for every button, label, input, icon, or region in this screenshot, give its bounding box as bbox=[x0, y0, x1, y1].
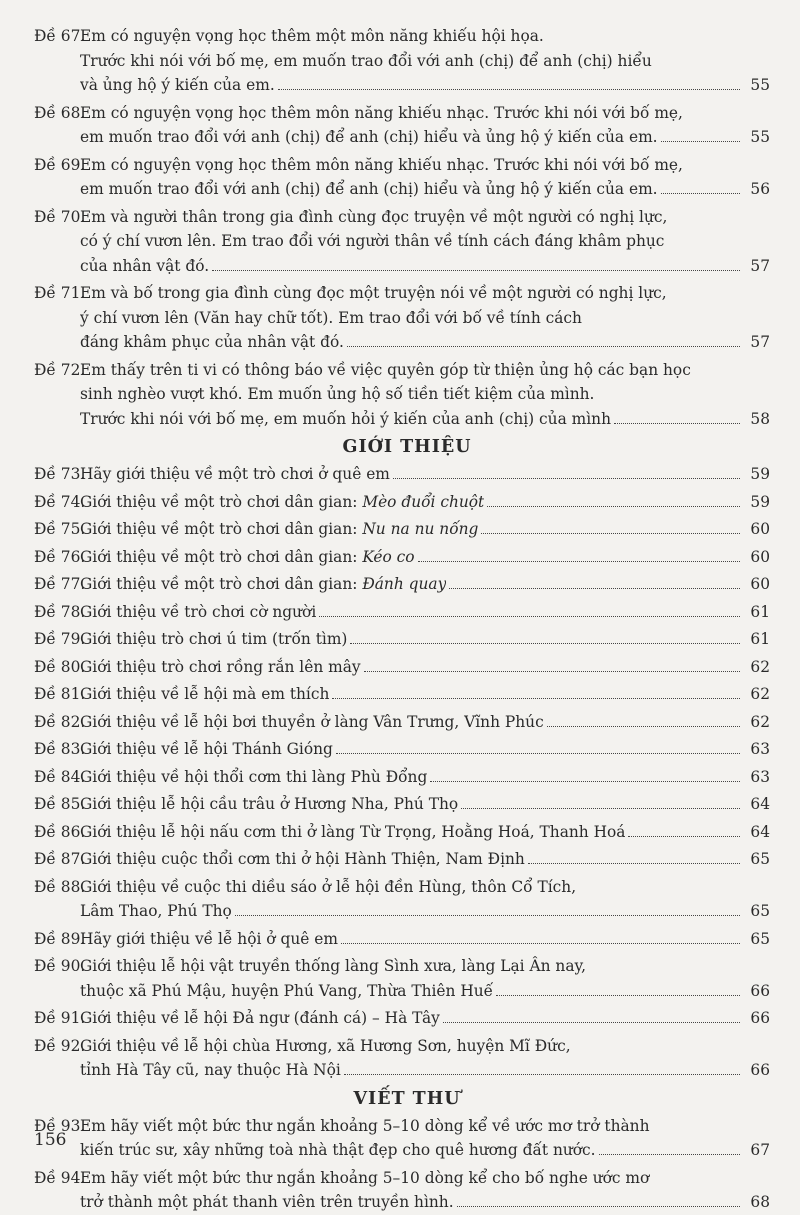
entry-label: Đề 68. bbox=[34, 103, 86, 122]
entry-title bbox=[80, 545, 415, 570]
toc-group-trao-doi bbox=[34, 24, 770, 431]
entry-title bbox=[80, 490, 484, 515]
entry-title: Lâm Thao, Phú Thọ bbox=[80, 902, 232, 920]
entry-label: Đề 84. bbox=[34, 767, 86, 786]
entry-title: Trước khi nói với bố mẹ, em muốn hỏi ý kiến của anh (chị) của mình bbox=[80, 409, 611, 428]
entry-text bbox=[34, 205, 770, 279]
dot-leader bbox=[364, 671, 740, 672]
entry-last-line bbox=[80, 125, 770, 150]
entry-label: Đề 85. bbox=[34, 795, 86, 813]
toc-entry bbox=[34, 655, 770, 680]
toc-entry bbox=[34, 1006, 770, 1031]
entry-text bbox=[34, 682, 770, 707]
dot-leader bbox=[350, 643, 740, 644]
entry-text bbox=[34, 545, 770, 570]
toc-entry bbox=[34, 1114, 770, 1163]
entry-label: Đề 94. bbox=[34, 1168, 86, 1187]
entry-label: Đề 69. bbox=[34, 155, 86, 174]
entry-label: Đề 87. bbox=[34, 850, 86, 868]
entry-line: Em có nguyện vọng học thêm một môn năng khiếu hội họa. bbox=[80, 27, 544, 45]
entry-last-line bbox=[80, 254, 770, 279]
toc-entry bbox=[34, 927, 770, 952]
entry-title: em muốn trao đổi với anh (chị) để anh (chị) hiểu và ủng hộ ý kiến của em. bbox=[80, 128, 658, 146]
entry-page-number: 64 bbox=[750, 822, 770, 841]
entry-line: Em có nguyện vọng học thêm môn năng khiếu nhạc. Trước khi nói với bố mẹ, bbox=[80, 155, 683, 174]
toc-entry bbox=[34, 572, 770, 597]
entry-label: Đề 91. bbox=[34, 1009, 86, 1027]
toc-entry bbox=[34, 627, 770, 652]
dot-leader bbox=[278, 89, 740, 90]
toc-entry bbox=[34, 24, 770, 98]
entry-page-number: 63 bbox=[750, 740, 770, 758]
entry-label: Đề 78. bbox=[34, 602, 86, 621]
dot-leader bbox=[449, 588, 740, 589]
entry-title-italic: Kéo co bbox=[362, 547, 415, 566]
entry-label: Đề 73. bbox=[34, 465, 86, 483]
entry-title: Giới thiệu trò chơi rồng rắn lên mây bbox=[80, 657, 361, 676]
entry-title-plain: Giới thiệu về một trò chơi dân gian: bbox=[80, 547, 363, 566]
entry-label: Đề 76. bbox=[34, 547, 86, 566]
entry-label: Đề 90. bbox=[34, 957, 86, 975]
entry-last-line bbox=[80, 792, 770, 817]
entry-text bbox=[34, 1114, 770, 1163]
dot-leader bbox=[599, 1154, 740, 1155]
toc-entry bbox=[34, 205, 770, 279]
entry-label: Đề 67. bbox=[34, 27, 86, 45]
entry-text bbox=[34, 737, 770, 762]
entry-page-number: 59 bbox=[750, 465, 770, 483]
entry-line: Em và người thân trong gia đình cùng đọc truyện về một người có nghị lực, bbox=[80, 207, 668, 226]
toc-entry bbox=[34, 792, 770, 817]
entry-page-number: 66 bbox=[750, 981, 770, 1000]
entry-title: Giới thiệu về lễ hội bơi thuyền ở làng Vân Trưng, Vĩnh Phúc bbox=[80, 712, 544, 731]
entry-title: em muốn trao đổi với anh (chị) để anh (chị) hiểu và ủng hộ ý kiến của em. bbox=[80, 180, 658, 198]
entry-text bbox=[34, 462, 770, 487]
entry-line: sinh nghèo vượt khó. Em muốn ủng hộ số tiền tiết kiệm của mình. bbox=[80, 385, 595, 403]
entry-text bbox=[34, 24, 770, 98]
entry-label: Đề 71. bbox=[34, 284, 86, 302]
entry-title: trở thành một phát thanh viên trên truyền hình. bbox=[80, 1193, 454, 1211]
entry-last-line bbox=[80, 847, 770, 872]
dot-leader bbox=[528, 863, 740, 864]
entry-page-number: 56 bbox=[750, 180, 770, 198]
entry-last-line bbox=[80, 979, 770, 1004]
entry-text bbox=[34, 927, 770, 952]
entry-title-italic: Mèo đuổi chuột bbox=[362, 492, 485, 511]
entry-text bbox=[34, 954, 770, 1003]
toc-entry bbox=[34, 875, 770, 924]
dot-leader bbox=[332, 698, 740, 699]
entry-text bbox=[34, 655, 770, 680]
entry-line: Em hãy viết một bức thư ngắn khoảng 5–10 dòng kể cho bố nghe ước mơ bbox=[80, 1168, 650, 1187]
entry-title: Giới thiệu về trò chơi cờ người bbox=[80, 602, 317, 621]
dot-leader bbox=[344, 1074, 740, 1075]
entry-title: Hãy giới thiệu về một trò chơi ở quê em bbox=[80, 465, 390, 483]
entry-page-number: 66 bbox=[750, 1009, 770, 1027]
entry-label: Đề 79. bbox=[34, 630, 86, 648]
dot-leader bbox=[430, 781, 740, 782]
entry-label: Đề 82. bbox=[34, 712, 86, 731]
entry-last-line bbox=[80, 407, 770, 432]
dot-leader bbox=[393, 478, 740, 479]
dot-leader bbox=[341, 943, 740, 944]
entry-title-plain: Giới thiệu về một trò chơi dân gian: bbox=[80, 520, 363, 538]
entry-text bbox=[34, 600, 770, 625]
entry-text bbox=[34, 490, 770, 515]
entry-last-line bbox=[80, 899, 770, 924]
entry-page-number: 60 bbox=[750, 575, 770, 593]
entry-line: Giới thiệu lễ hội vật truyền thống làng Sình xưa, làng Lại Ân nay, bbox=[80, 957, 587, 975]
entry-text bbox=[34, 517, 770, 542]
entry-text bbox=[34, 710, 770, 735]
toc-entry bbox=[34, 517, 770, 542]
dot-leader bbox=[628, 836, 740, 837]
entry-page-number: 64 bbox=[750, 795, 770, 813]
entry-last-line bbox=[80, 820, 770, 845]
entry-text bbox=[34, 627, 770, 652]
dot-leader bbox=[418, 561, 740, 562]
entry-text bbox=[34, 1034, 770, 1083]
entry-text bbox=[34, 358, 770, 432]
section-title-viet-thu: VIẾT THƯ bbox=[353, 1088, 461, 1109]
toc-entry bbox=[34, 462, 770, 487]
dot-leader bbox=[347, 346, 740, 347]
entry-page-number: 61 bbox=[750, 630, 770, 648]
entry-title: kiến trúc sư, xây những toà nhà thật đẹp cho quê hương đất nước. bbox=[80, 1141, 596, 1159]
toc-entry bbox=[34, 765, 770, 790]
entry-last-line bbox=[80, 600, 770, 625]
entry-title-italic: Nu na nu nống bbox=[362, 520, 479, 538]
entry-line: ý chí vươn lên (Văn hay chữ tốt). Em trao đổi với bố về tính cách bbox=[80, 308, 582, 327]
toc-group-viet-thu bbox=[34, 1114, 770, 1215]
entry-text bbox=[34, 820, 770, 845]
dot-leader bbox=[496, 995, 740, 996]
dot-leader bbox=[661, 193, 740, 194]
entry-label: Đề 75. bbox=[34, 520, 86, 538]
entry-page-number: 65 bbox=[750, 850, 770, 868]
page-number: 156 bbox=[34, 1130, 67, 1150]
entry-title: và ủng hộ ý kiến của em. bbox=[80, 76, 275, 94]
entry-text bbox=[34, 875, 770, 924]
entry-title: Giới thiệu về lễ hội Thánh Gióng bbox=[80, 740, 333, 758]
entry-line: Em có nguyện vọng học thêm môn năng khiếu nhạc. Trước khi nói với bố mẹ, bbox=[80, 103, 683, 122]
entry-title bbox=[80, 572, 446, 597]
entry-page-number: 62 bbox=[750, 685, 770, 703]
entry-title: đáng khâm phục của nhân vật đó. bbox=[80, 333, 344, 351]
entry-title bbox=[80, 517, 478, 542]
entry-last-line bbox=[80, 627, 770, 652]
entry-page-number: 59 bbox=[750, 492, 770, 511]
toc-group-gioi-thieu bbox=[34, 462, 770, 1083]
entry-page-number: 58 bbox=[750, 409, 770, 428]
entry-text bbox=[34, 572, 770, 597]
entry-label: Đề 77. bbox=[34, 575, 86, 593]
entry-last-line bbox=[80, 1006, 770, 1031]
entry-page-number: 67 bbox=[750, 1141, 770, 1159]
dot-leader bbox=[336, 753, 740, 754]
entry-last-line bbox=[80, 177, 770, 202]
entry-last-line bbox=[80, 710, 770, 735]
entry-last-line bbox=[80, 1138, 770, 1163]
entry-last-line bbox=[80, 572, 770, 597]
toc-entry bbox=[34, 490, 770, 515]
entry-page-number: 63 bbox=[750, 767, 770, 786]
dot-leader bbox=[547, 726, 740, 727]
entry-label: Đề 86. bbox=[34, 822, 86, 841]
entry-text bbox=[34, 281, 770, 355]
section-title-gioi-thieu: GIỚI THIỆU bbox=[342, 437, 472, 457]
entry-title: Giới thiệu cuộc thổi cơm thi ở hội Hành Thiện, Nam Định bbox=[80, 850, 525, 868]
entry-last-line bbox=[80, 927, 770, 952]
entry-line: Em hãy viết một bức thư ngắn khoảng 5–10 dòng kể về ước mơ trở thành bbox=[80, 1116, 650, 1135]
entry-page-number: 66 bbox=[750, 1061, 770, 1079]
toc-entry bbox=[34, 600, 770, 625]
entry-label: Đề 72. bbox=[34, 360, 86, 379]
entry-last-line bbox=[80, 462, 770, 487]
entry-title: Giới thiệu về hội thổi cơm thi làng Phù Đổng bbox=[80, 767, 428, 786]
dot-leader bbox=[457, 1206, 740, 1207]
entry-page-number: 55 bbox=[750, 128, 770, 146]
dot-leader bbox=[443, 1022, 740, 1023]
entry-title: Giới thiệu lễ hội cầu trâu ở Hương Nha, Phú Thọ bbox=[80, 795, 459, 813]
entry-label: Đề 80. bbox=[34, 657, 86, 676]
entry-page-number: 60 bbox=[750, 520, 770, 538]
entry-last-line bbox=[80, 73, 770, 98]
entry-page-number: 62 bbox=[750, 712, 770, 731]
entry-text bbox=[34, 792, 770, 817]
entry-page-number: 55 bbox=[750, 76, 770, 94]
toc-entry bbox=[34, 101, 770, 150]
entry-text bbox=[34, 101, 770, 150]
entry-title-plain: Giới thiệu về một trò chơi dân gian: bbox=[80, 575, 363, 593]
entry-page-number: 57 bbox=[750, 256, 770, 275]
toc-entry bbox=[34, 737, 770, 762]
entry-line: có ý chí vươn lên. Em trao đổi với người thân về tính cách đáng khâm phục bbox=[80, 232, 665, 250]
entry-text bbox=[34, 765, 770, 790]
dot-leader bbox=[319, 616, 740, 617]
entry-text bbox=[34, 847, 770, 872]
dot-leader bbox=[235, 915, 740, 916]
toc-entry bbox=[34, 847, 770, 872]
dot-leader bbox=[481, 533, 740, 534]
dot-leader bbox=[461, 808, 740, 809]
entry-text bbox=[34, 1166, 770, 1215]
entry-last-line bbox=[80, 737, 770, 762]
entry-label: Đề 92. bbox=[34, 1036, 86, 1055]
entry-page-number: 57 bbox=[750, 333, 770, 351]
entry-last-line bbox=[80, 517, 770, 542]
entry-title-plain: Giới thiệu về một trò chơi dân gian: bbox=[80, 492, 363, 511]
entry-last-line bbox=[80, 682, 770, 707]
toc-entry bbox=[34, 710, 770, 735]
entry-page-number: 68 bbox=[750, 1193, 770, 1211]
entry-label: Đề 88. bbox=[34, 877, 86, 896]
entry-label: Đề 89. bbox=[34, 929, 86, 948]
entry-page-number: 61 bbox=[750, 602, 770, 621]
entry-title: Giới thiệu về lễ hội mà em thích bbox=[80, 685, 330, 703]
toc-entry bbox=[34, 1166, 770, 1215]
entry-page-number: 65 bbox=[750, 902, 770, 920]
dot-leader bbox=[487, 506, 740, 507]
entry-label: Đề 81. bbox=[34, 685, 86, 703]
toc-entry bbox=[34, 153, 770, 202]
dot-leader bbox=[614, 423, 740, 424]
entry-page-number: 62 bbox=[750, 657, 770, 676]
entry-title: của nhân vật đó. bbox=[80, 256, 210, 275]
toc-entry bbox=[34, 358, 770, 432]
entry-title: Giới thiệu lễ hội nấu cơm thi ở làng Từ Trọng, Hoằng Hoá, Thanh Hoá bbox=[80, 822, 626, 841]
entry-label: Đề 70. bbox=[34, 207, 86, 226]
entry-text bbox=[34, 153, 770, 202]
entry-label: Đề 93. bbox=[34, 1116, 86, 1135]
toc-entry bbox=[34, 1034, 770, 1083]
dot-leader bbox=[212, 270, 740, 271]
entry-line: Em và bố trong gia đình cùng đọc một truyện nói về một người có nghị lực, bbox=[80, 284, 667, 302]
entry-text bbox=[34, 1006, 770, 1031]
toc-entry bbox=[34, 545, 770, 570]
toc-entry bbox=[34, 820, 770, 845]
toc-entry bbox=[34, 682, 770, 707]
toc-entry bbox=[34, 954, 770, 1003]
entry-line: Trước khi nói với bố mẹ, em muốn trao đổi với anh (chị) để anh (chị) hiểu bbox=[80, 51, 652, 70]
entry-last-line bbox=[80, 545, 770, 570]
entry-page-number: 65 bbox=[750, 929, 770, 948]
entry-title: thuộc xã Phú Mậu, huyện Phú Vang, Thừa Thiên Huế bbox=[80, 981, 494, 1000]
entry-last-line bbox=[80, 765, 770, 790]
entry-last-line bbox=[80, 655, 770, 680]
entry-line: Giới thiệu về cuộc thi diều sáo ở lễ hội đền Hùng, thôn Cổ Tích, bbox=[80, 877, 577, 896]
entry-title: Hãy giới thiệu về lễ hội ở quê em bbox=[80, 929, 338, 948]
entry-last-line bbox=[80, 1058, 770, 1083]
entry-label: Đề 74. bbox=[34, 492, 86, 511]
entry-title: Giới thiệu trò chơi ú tim (trốn tìm) bbox=[80, 630, 348, 648]
entry-title: Giới thiệu về lễ hội Đả ngư (đánh cá) – Hà Tây bbox=[80, 1009, 440, 1027]
dot-leader bbox=[661, 141, 740, 142]
entry-title-italic: Đánh quay bbox=[362, 575, 447, 593]
entry-label: Đề 83. bbox=[34, 740, 86, 758]
entry-last-line bbox=[80, 330, 770, 355]
entry-page-number: 60 bbox=[750, 547, 770, 566]
toc-entry bbox=[34, 281, 770, 355]
entry-last-line bbox=[80, 1190, 770, 1215]
entry-line: Em thấy trên ti vi có thông báo về việc quyên góp từ thiện ủng hộ các bạn học bbox=[80, 360, 691, 379]
entry-line: Giới thiệu về lễ hội chùa Hương, xã Hương Sơn, huyện Mĩ Đức, bbox=[80, 1036, 571, 1055]
entry-title: tỉnh Hà Tây cũ, nay thuộc Hà Nội bbox=[80, 1061, 341, 1079]
entry-last-line bbox=[80, 490, 770, 515]
